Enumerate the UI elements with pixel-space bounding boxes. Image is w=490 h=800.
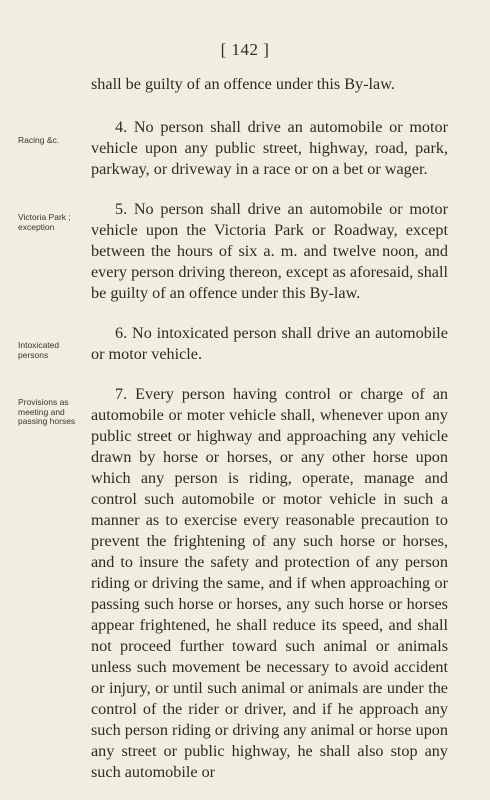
paragraph-section-5: 5. No person shall drive an automobile or motor vehicle upon the Victoria Park or Roadway, except between the hours of six a. m. and twelve noon, and every person driving thereon, except as aforesaid, shall be guilty of an offence under this By-law.: [91, 200, 448, 302]
paragraph-continuation: shall be guilty of an offence under this By-law.: [91, 75, 395, 93]
document-body: [91, 74, 448, 783]
margin-note-victoria-park: Victoria Park ; exception: [18, 212, 71, 232]
margin-note-passing-horses: Provisions as meeting and passing horses: [18, 397, 76, 426]
paragraph-section-4: 4. No person shall drive an automobile or motor vehicle upon any public street, highway, road, park, parkway, or driveway in a race or on a bet or wager.: [91, 118, 448, 178]
paragraph-section-7: 7. Every person having control or charge of an automobile or moter vehicle shall, whenever upon any public street or highway and approaching any vehicle drawn by horse or horses, or any other horse upon which any person is riding, operate, manage and control such automobile or motor vehicle in such a manner as to exercise every reasonable precaution to prevent the frightening of any such horse or horses, and to insure the safety and protection of any person riding or driving the same, and if when approaching or passing such horse or horses, any such horse or horses appear frightened, he shall reduce its speed, and shall not proceed further toward such animal or animals unless such movement be necessary to avoid accident or injury, or until such animal or animals are under the control of the rider or driver, and if he approach any such person riding or driving any animal or horse upon any street or public highway, he shall also stop any such automobile or: [91, 385, 448, 781]
margin-note-intoxicated-persons: Intoxicated persons: [18, 340, 60, 360]
paragraph-section-6: 6. No intoxicated person shall drive an automobile or motor vehicle.: [91, 324, 448, 363]
page-number: [ 142 ]: [220, 40, 270, 59]
margin-note-racing: Racing &c.: [18, 135, 60, 145]
